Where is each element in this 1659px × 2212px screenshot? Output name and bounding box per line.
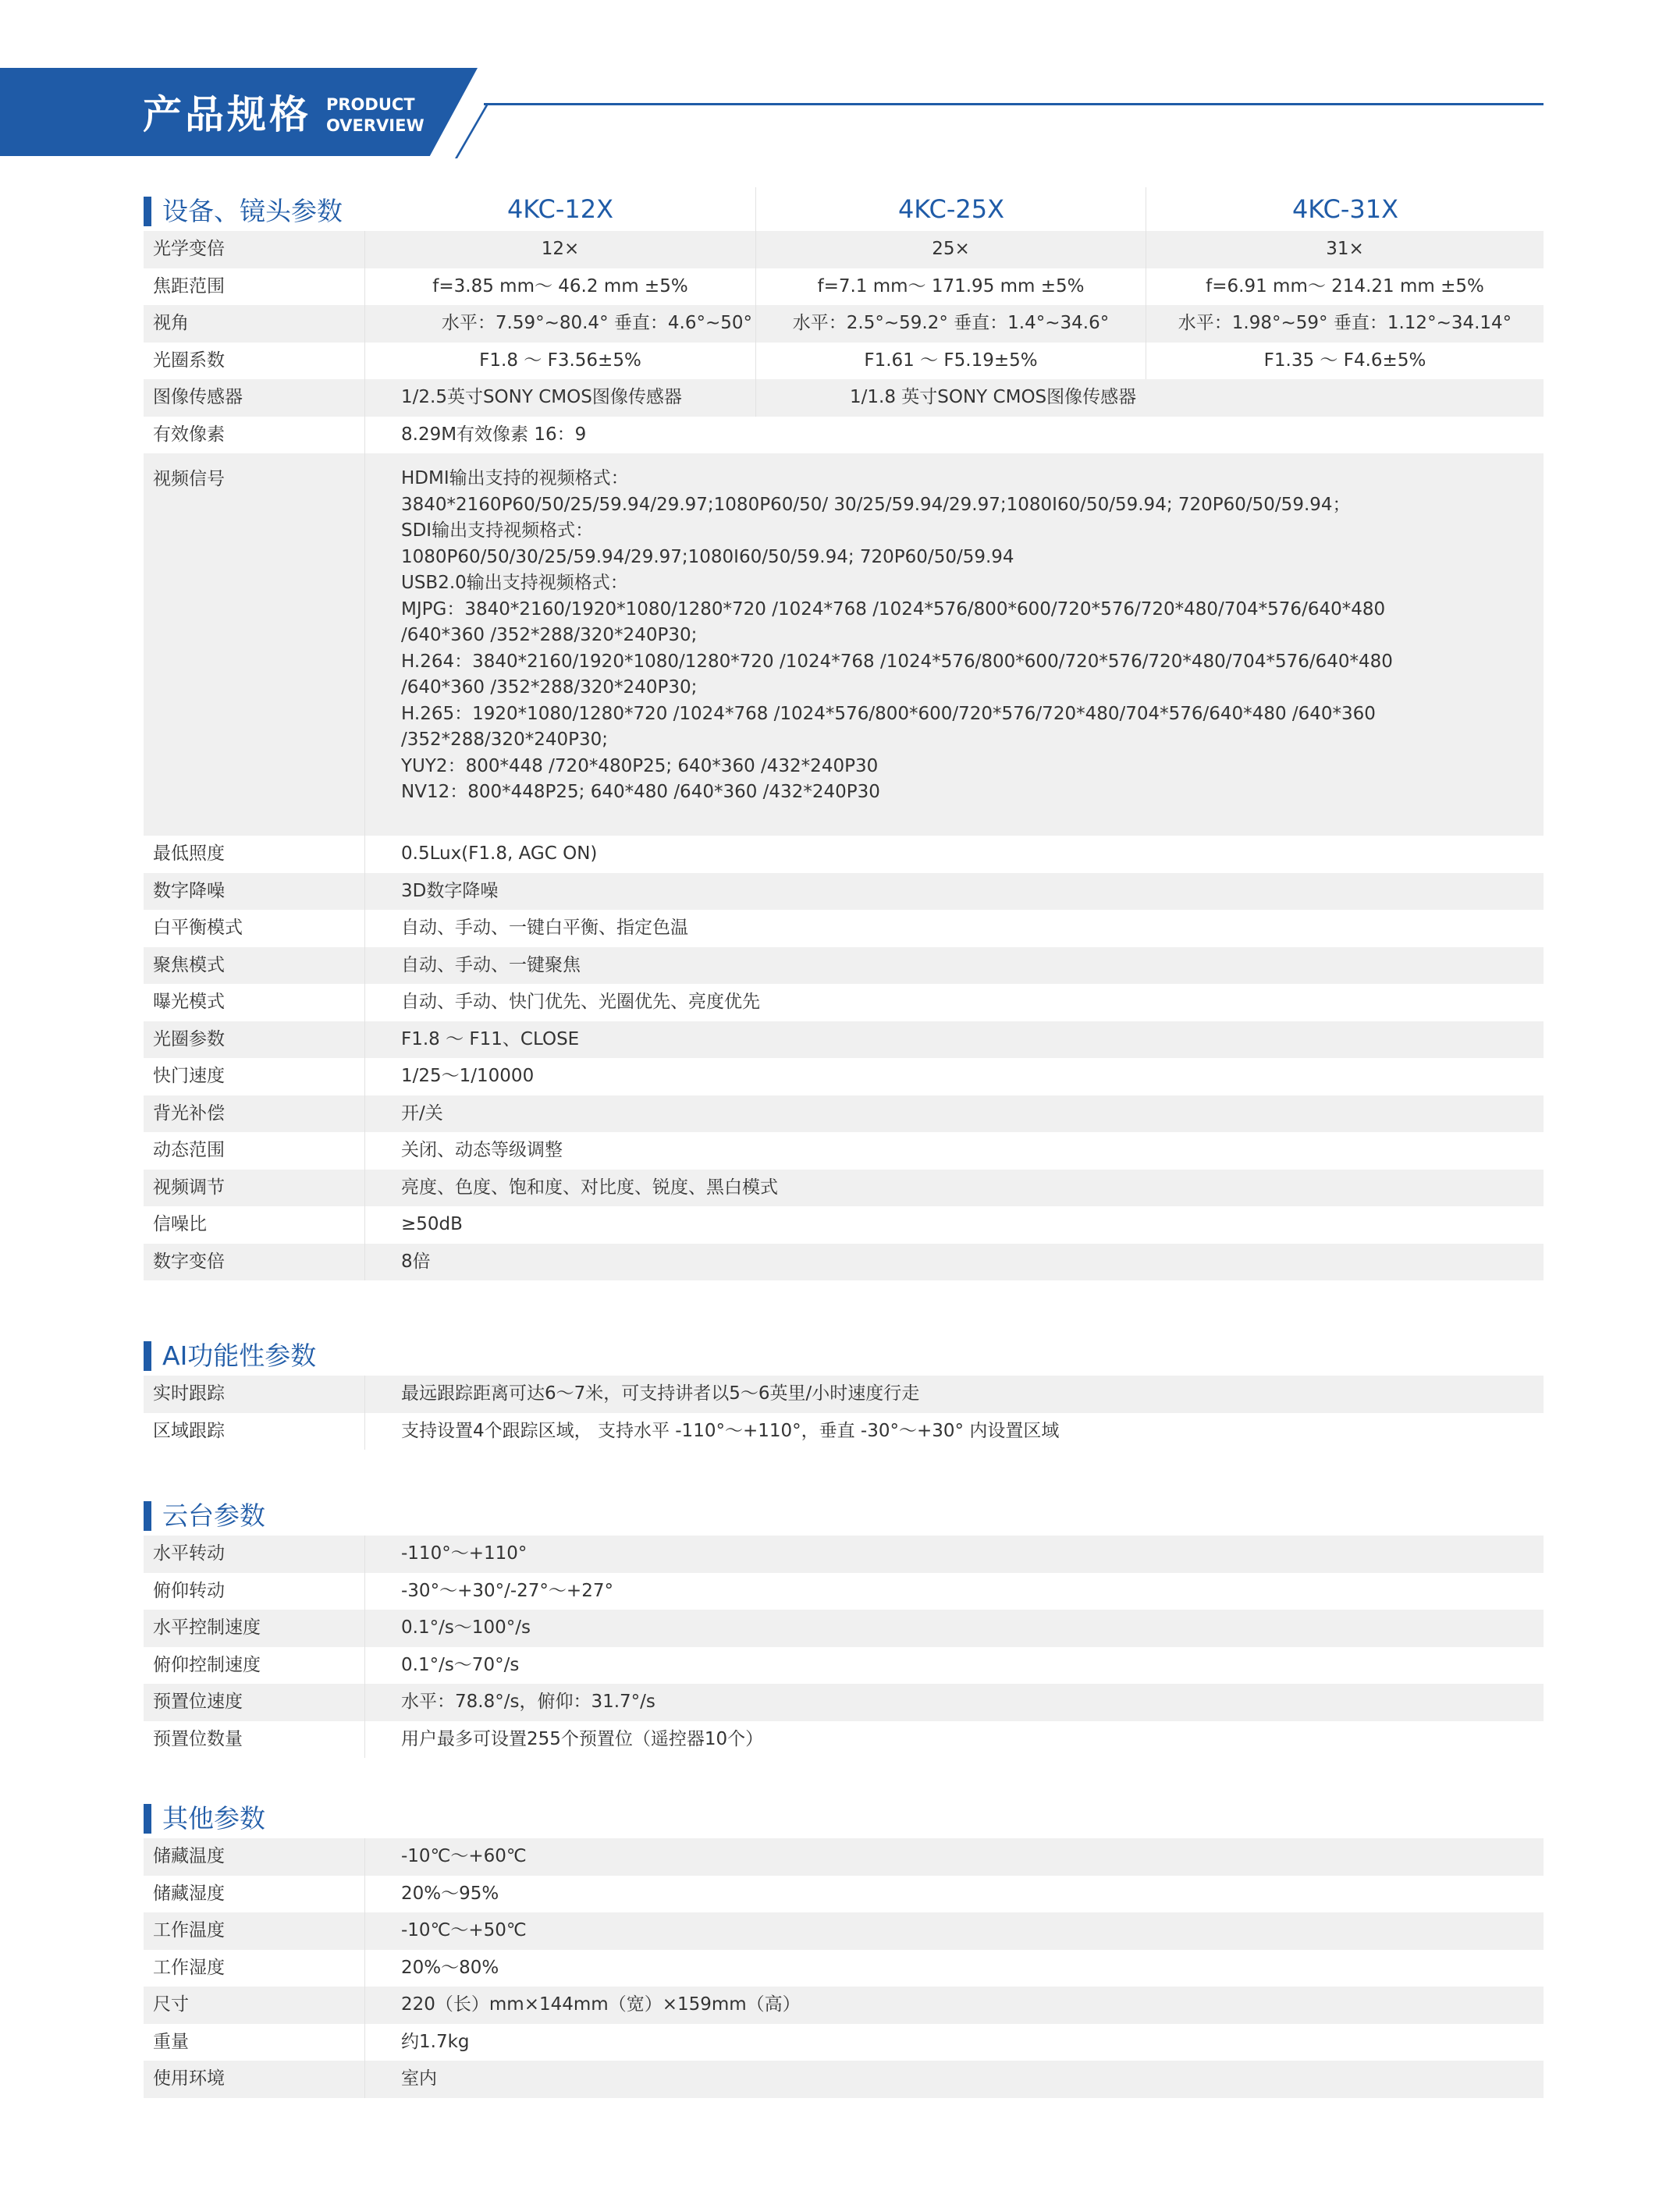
- spec-row: [144, 1684, 1544, 1721]
- model-header-25x: 4KC-25X: [755, 187, 1146, 231]
- spec-value-12x: 12×: [541, 239, 580, 259]
- model-header-31x: 4KC-31X: [1146, 187, 1544, 231]
- spec-value-31x: 水平：1.98°~59° 垂直：1.12°~34.14°: [1146, 305, 1544, 343]
- spec-value-12x: 水平：7.59°~80.4° 垂直：4.6°~50°: [441, 313, 752, 333]
- spec-row: [144, 231, 1544, 268]
- spec-value: 3D数字降噪: [401, 880, 499, 901]
- spec-value: 20%～80%: [401, 1957, 499, 1978]
- spec-row: [144, 1950, 1544, 1987]
- spec-value-25x: 水平：2.5°~59.2° 垂直：1.4°~34.6°: [755, 305, 1146, 343]
- spec-row: [144, 2024, 1544, 2061]
- spec-label: 数字降噪: [144, 873, 365, 911]
- spec-value-25x: f=7.1 mm～ 171.95 mm ±5%: [755, 268, 1146, 306]
- spec-label: 尺寸: [144, 1987, 365, 2024]
- spec-row: [144, 1610, 1544, 1647]
- spec-label: 数字变倍: [144, 1244, 365, 1281]
- spec-row: [144, 1206, 1544, 1244]
- spec-row: [144, 1721, 1544, 1759]
- video-format-line: 3840*2160P60/50/25/59.94/29.97;1080P60/50/ 30/25/59.94/29.97;1080I60/50/59.94; 720P60/50/59.94；: [401, 494, 1351, 515]
- spec-value: 约1.7kg: [401, 2031, 470, 2052]
- spec-row: [144, 1573, 1544, 1610]
- spec-value: -10℃～+60℃: [401, 1846, 527, 1866]
- video-format-line: MJPG：3840*2160/1920*1080/1280*720 /1024*768 /1024*576/800*600/720*576/720*480/704*576/640*480: [401, 598, 1386, 620]
- ptz-section-title: 云台参数: [144, 1501, 265, 1531]
- spec-label: 光圈系数: [144, 343, 365, 380]
- spec-label: 信噪比: [144, 1206, 365, 1244]
- ptz-spec-rows: [144, 1536, 1544, 1758]
- spec-label: 视频调节: [144, 1170, 365, 1207]
- spec-label: 区域跟踪: [144, 1413, 365, 1450]
- other-section-header: [144, 1795, 1544, 1838]
- spec-label: 聚焦模式: [144, 947, 365, 985]
- spec-value: -10℃～+50℃: [401, 1920, 527, 1940]
- video-format-line: H.265：1920*1080/1280*720 /1024*768 /1024*576/800*600/720*576/720*480/704*576/640*480 /640*360: [401, 703, 1376, 724]
- video-format-line: USB2.0输出支持视频格式：: [401, 573, 628, 593]
- spec-value-25x: F1.61 ～ F5.19±5%: [755, 343, 1146, 380]
- video-format-line: SDI输出支持视频格式：: [401, 520, 594, 541]
- device-section-title: 设备、镜头参数: [144, 197, 343, 226]
- spec-value: 1/25～1/10000: [401, 1066, 535, 1086]
- banner-rule: [484, 103, 1544, 105]
- other-section: [144, 1795, 1544, 2098]
- spec-value-12x: 1/2.5英寸SONY CMOS图像传感器: [401, 387, 682, 407]
- spec-row: [144, 1413, 1544, 1450]
- banner-slash-divider: [455, 104, 520, 158]
- spec-value: 室内: [401, 2068, 437, 2089]
- spec-label: 白平衡模式: [144, 910, 365, 947]
- spec-row: [144, 1058, 1544, 1095]
- spec-value: 0.1°/s～70°/s: [401, 1654, 520, 1675]
- other-spec-rows: [144, 1838, 1544, 2098]
- video-format-line: NV12：800*448P25; 640*480 /640*360 /432*240P30: [401, 782, 880, 802]
- spec-value: 20%～95%: [401, 1883, 499, 1904]
- spec-label: 视频信号: [144, 453, 365, 836]
- spec-label: 快门速度: [144, 1058, 365, 1095]
- spec-row: [144, 947, 1544, 985]
- spec-label: 工作温度: [144, 1912, 365, 1950]
- spec-label: 视角: [144, 305, 365, 343]
- video-format-line: YUY2：800*448 /720*480P25; 640*360 /432*240P30: [401, 755, 879, 776]
- spec-row: [144, 343, 1544, 380]
- spec-row: [144, 1536, 1544, 1573]
- model-header-12x: 4KC-12X: [506, 194, 614, 224]
- spec-value: 0.1°/s～100°/s: [401, 1617, 531, 1638]
- spec-label: 俯仰控制速度: [144, 1647, 365, 1685]
- spec-row: [144, 984, 1544, 1021]
- ai-section-title: AI功能性参数: [144, 1341, 316, 1371]
- spec-label: 最低照度: [144, 836, 365, 873]
- spec-row: [144, 268, 1544, 306]
- spec-value: 8.29M有效像素 16：9: [401, 424, 587, 445]
- spec-row: [144, 417, 1544, 454]
- spec-label: 焦距范围: [144, 268, 365, 306]
- spec-row-video-signal: [144, 453, 1544, 836]
- spec-label: 使用环境: [144, 2061, 365, 2098]
- spec-row: [144, 1170, 1544, 1207]
- spec-label: 重量: [144, 2024, 365, 2061]
- ai-section-header: [144, 1332, 1544, 1376]
- page-subtitle-line2: OVERVIEW: [326, 116, 425, 135]
- spec-value-25x-31x: 1/1.8 英寸SONY CMOS图像传感器: [755, 379, 1544, 417]
- video-format-line: H.264：3840*2160/1920*1080/1280*720 /1024*768 /1024*576/800*600/720*576/720*480/704*576/640*480: [401, 651, 1393, 672]
- spec-row: [144, 836, 1544, 873]
- spec-row: [144, 1987, 1544, 2024]
- spec-value: 支持设置4个跟踪区域， 支持水平 -110°～+110°，垂直 -30°～+30° 内设置区域: [401, 1420, 1060, 1441]
- spec-row: [144, 1095, 1544, 1133]
- video-format-line: /640*360 /352*288/320*240P30;: [401, 677, 698, 698]
- common-spec-rows: [144, 836, 1544, 1280]
- spec-value: 水平：78.8°/s，俯仰：31.7°/s: [401, 1692, 655, 1712]
- spec-row: [144, 873, 1544, 911]
- video-format-line: /640*360 /352*288/320*240P30;: [401, 625, 698, 645]
- spec-row: [144, 1838, 1544, 1876]
- spec-row: [144, 379, 1544, 417]
- spec-value: -110°～+110°: [401, 1543, 528, 1564]
- spec-label: 有效像素: [144, 417, 365, 454]
- spec-row: [144, 1244, 1544, 1281]
- spec-label: 光圈参数: [144, 1021, 365, 1059]
- spec-label: 储藏湿度: [144, 1876, 365, 1913]
- spec-value-31x: f=6.91 mm～ 214.21 mm ±5%: [1146, 268, 1544, 306]
- spec-row: [144, 1912, 1544, 1950]
- spec-value: ≥50dB: [401, 1214, 463, 1234]
- spec-value: 开/关: [401, 1102, 443, 1124]
- video-format-line: HDMI输出支持的视频格式：: [401, 468, 629, 488]
- spec-value: 220（长）mm×144mm（宽）×159mm（高）: [401, 1994, 801, 2015]
- spec-value: 自动、手动、一键白平衡、指定色温: [401, 918, 688, 938]
- spec-value: 自动、手动、一键聚焦: [401, 954, 581, 975]
- device-section-header: [144, 187, 1544, 231]
- device-section: [144, 187, 1544, 1280]
- page-subtitle: [326, 94, 425, 137]
- video-format-list: [365, 453, 1544, 836]
- spec-label: 储藏温度: [144, 1838, 365, 1876]
- spec-label: 俯仰转动: [144, 1573, 365, 1610]
- spec-value: 最远跟踪距离可达6～7米，可支持讲者以5～6英里/小时速度行走: [401, 1383, 920, 1404]
- spec-row: [144, 1647, 1544, 1685]
- other-section-title: 其他参数: [144, 1804, 265, 1834]
- spec-label: 光学变倍: [144, 231, 365, 268]
- spec-value: 用户最多可设置255个预置位（遥控器10个）: [401, 1728, 764, 1749]
- video-format-line: 1080P60/50/30/25/59.94/29.97;1080I60/50/59.94; 720P60/50/59.94: [401, 546, 1014, 567]
- spec-value-31x: F1.35 ～ F4.6±5%: [1146, 343, 1544, 380]
- ai-spec-rows: [144, 1376, 1544, 1450]
- page-subtitle-line1: PRODUCT: [326, 95, 415, 114]
- spec-value: 亮度、色度、饱和度、对比度、锐度、黑白模式: [401, 1177, 778, 1198]
- spec-value-12x: f=3.85 mm～ 46.2 mm ±5%: [432, 275, 688, 296]
- spec-label: 水平控制速度: [144, 1610, 365, 1647]
- spec-label: 工作湿度: [144, 1950, 365, 1987]
- spec-label: 水平转动: [144, 1536, 365, 1573]
- spec-value: 关闭、动态等级调整: [401, 1140, 563, 1160]
- spec-value: 8倍: [401, 1251, 431, 1272]
- spec-label: 曝光模式: [144, 984, 365, 1021]
- spec-row: [144, 1376, 1544, 1413]
- spec-label: 动态范围: [144, 1132, 365, 1170]
- spec-value: -30°～+30°/-27°～+27°: [401, 1580, 613, 1601]
- spec-row: [144, 1021, 1544, 1059]
- spec-value: 0.5Lux(F1.8, AGC ON): [401, 843, 598, 864]
- spec-value: F1.8 ～ F11、CLOSE: [401, 1028, 580, 1049]
- spec-row: [144, 910, 1544, 947]
- spec-row: [144, 1876, 1544, 1913]
- ptz-section-header: [144, 1492, 1544, 1536]
- spec-row: [144, 305, 1544, 343]
- spec-value-12x: F1.8 ～ F3.56±5%: [479, 350, 641, 371]
- spec-label: 图像传感器: [144, 379, 365, 417]
- page-title: 产品规格: [143, 92, 311, 137]
- spec-row: [144, 2061, 1544, 2098]
- spec-row: [144, 1132, 1544, 1170]
- spec-label: 背光补偿: [144, 1095, 365, 1133]
- ai-section: [144, 1332, 1544, 1450]
- spec-value-31x: 31×: [1146, 231, 1544, 268]
- ptz-section: [144, 1492, 1544, 1758]
- spec-label: 预置位数量: [144, 1721, 365, 1759]
- spec-value: 自动、手动、快门优先、光圈优先、亮度优先: [401, 992, 760, 1012]
- spec-label: 实时跟踪: [144, 1376, 365, 1413]
- spec-value-25x: 25×: [755, 231, 1146, 268]
- video-format-line: /352*288/320*240P30;: [401, 730, 608, 750]
- spec-label: 预置位速度: [144, 1684, 365, 1721]
